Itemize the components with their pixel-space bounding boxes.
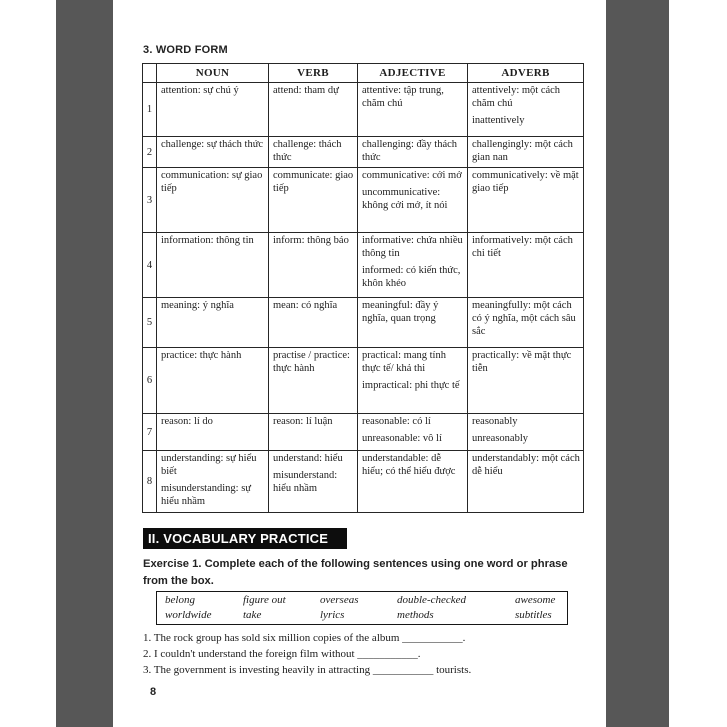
table-row — [143, 137, 584, 168]
cell-adjective: practical: mang tính thực tế/ khả thi impractical: phi thực tế — [358, 348, 468, 414]
cell-noun: attention: sự chú ý — [157, 83, 269, 137]
cell-verb: practise / practice: thực hành — [269, 348, 358, 414]
cell-verb: inform: thông báo — [269, 233, 358, 298]
word-form-table-body — [143, 83, 584, 513]
cell-adjective: attentive: tập trung, chăm chú — [358, 83, 468, 137]
vocabulary-practice-title: II. VOCABULARY PRACTICE — [148, 531, 329, 546]
cell-noun: information: thông tin — [157, 233, 269, 298]
table-row — [143, 168, 584, 233]
sentence-list — [143, 630, 593, 678]
vocabulary-practice-banner — [143, 528, 347, 549]
word-box-item: methods — [397, 609, 434, 621]
word-box-item: awesome — [515, 594, 556, 606]
cell-verb: attend: tham dự — [269, 83, 358, 137]
cell-adjective: understandable: dễ hiểu; có thể hiểu được — [358, 451, 468, 513]
row-number: 1 — [143, 83, 157, 137]
row-number: 2 — [143, 137, 157, 168]
cell-adverb: informatively: một cách chi tiết — [468, 233, 584, 298]
cell-verb: reason: lí luận — [269, 414, 358, 451]
cell-noun: meaning: ý nghĩa — [157, 298, 269, 348]
cell-noun: practice: thực hành — [157, 348, 269, 414]
exercise-sentence: 2. I couldn't understand the foreign film without ___________. — [143, 648, 421, 660]
cell-adjective: meaningful: đầy ý nghĩa, quan trọng — [358, 298, 468, 348]
word-box-item: worldwide — [165, 609, 212, 621]
row-number: 7 — [143, 414, 157, 451]
cell-noun: understanding: sự hiểu biết misunderstanding: sự hiểu nhầm — [157, 451, 269, 513]
cell-adjective: informative: chứa nhiều thông tin informed: có kiến thức, khôn khéo — [358, 233, 468, 298]
row-number: 6 — [143, 348, 157, 414]
cell-adjective: challenging: đầy thách thức — [358, 137, 468, 168]
cell-verb: challenge: thách thức — [269, 137, 358, 168]
cell-noun: reason: lí do — [157, 414, 269, 451]
background-right-bar — [606, 0, 669, 727]
exercise-sentence: 1. The rock group has sold six million copies of the album ___________. — [143, 632, 466, 644]
word-box — [156, 591, 568, 625]
table-row — [143, 451, 584, 513]
word-box-item: subtitles — [515, 609, 552, 621]
word-box-item: figure out — [243, 594, 286, 606]
table-row — [143, 83, 584, 137]
word-box-row-2 — [165, 608, 567, 623]
cell-adverb: attentively: một cách chăm chú inattentively — [468, 83, 584, 137]
cell-adverb: meaningfully: một cách có ý nghĩa, một cách sâu sắc — [468, 298, 584, 348]
row-number: 8 — [143, 451, 157, 513]
word-box-item: lyrics — [320, 609, 345, 621]
word-form-table — [142, 63, 584, 513]
word-box-item: overseas — [320, 594, 359, 606]
table-row — [143, 298, 584, 348]
book-page — [113, 0, 606, 727]
word-box-item: belong — [165, 594, 195, 606]
row-number: 3 — [143, 168, 157, 233]
word-box-row-1 — [165, 593, 567, 608]
cell-adverb: understandably: một cách dễ hiểu — [468, 451, 584, 513]
cell-adverb: communicatively: về mặt giao tiếp — [468, 168, 584, 233]
cell-adverb: reasonably unreasonably — [468, 414, 584, 451]
cell-verb: mean: có nghĩa — [269, 298, 358, 348]
word-form-table-header — [143, 64, 584, 83]
header-noun: NOUN — [157, 64, 269, 83]
cell-noun: communication: sự giao tiếp — [157, 168, 269, 233]
section-heading: 3. WORD FORM — [143, 44, 228, 56]
page-number: 8 — [150, 686, 157, 698]
cell-adverb: practically: về mặt thực tiễn — [468, 348, 584, 414]
header-verb: VERB — [269, 64, 358, 83]
cell-adverb: challengingly: một cách gian nan — [468, 137, 584, 168]
word-box-item: take — [243, 609, 262, 621]
header-adverb: ADVERB — [468, 64, 584, 83]
row-number: 5 — [143, 298, 157, 348]
header-number-column — [143, 64, 157, 83]
exercise-heading: Exercise 1. Complete each of the following sentences using one word or phrase from the box. — [143, 558, 568, 587]
word-box-item: double-checked — [397, 594, 467, 606]
table-row — [143, 348, 584, 414]
table-row — [143, 233, 584, 298]
header-adjective: ADJECTIVE — [358, 64, 468, 83]
cell-adjective: reasonable: có lí unreasonable: vô lí — [358, 414, 468, 451]
background-left-bar — [56, 0, 113, 727]
cell-noun: challenge: sự thách thức — [157, 137, 269, 168]
exercise-sentence: 3. The government is investing heavily in attracting ___________ tourists. — [143, 664, 472, 676]
table-row — [143, 414, 584, 451]
cell-verb: understand: hiểu misunderstand: hiểu nhầm — [269, 451, 358, 513]
row-number: 4 — [143, 233, 157, 298]
cell-adjective: communicative: cởi mở uncommunicative: không cởi mở, ít nói — [358, 168, 468, 233]
cell-verb: communicate: giao tiếp — [269, 168, 358, 233]
